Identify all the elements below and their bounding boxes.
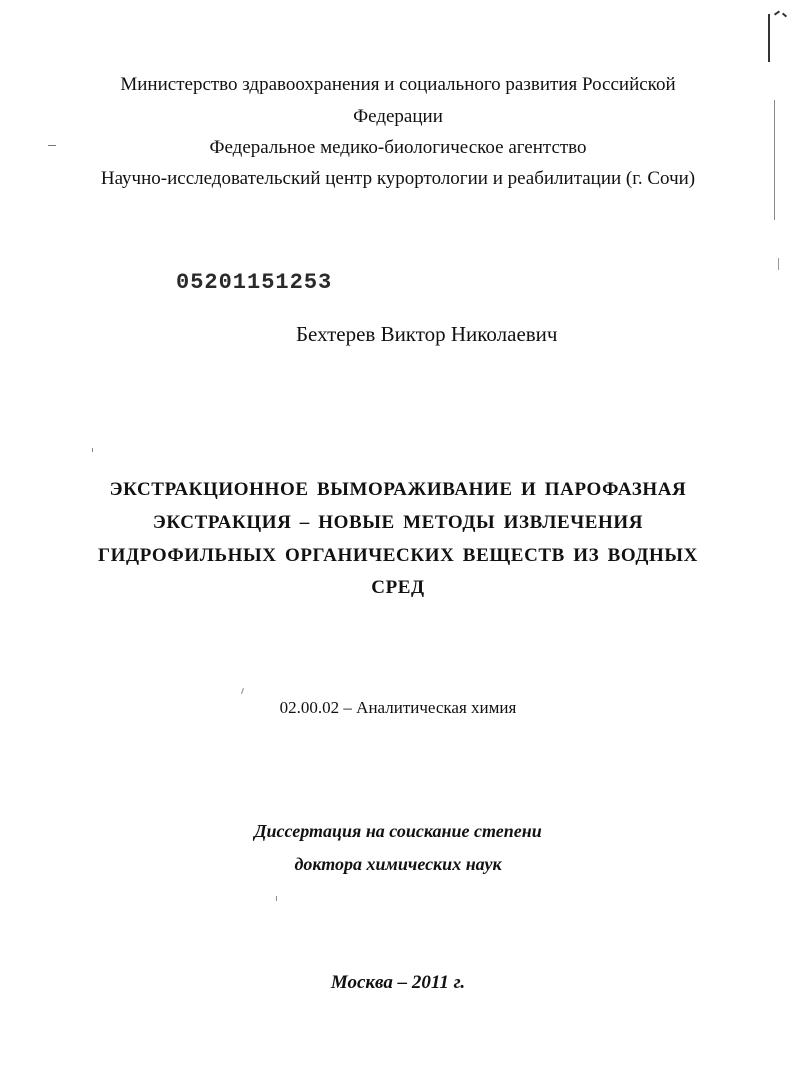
- title-line-3: ГИДРОФИЛЬНЫХ ОРГАНИЧЕСКИХ ВЕЩЕСТВ ИЗ ВОДНЫХ: [97, 545, 698, 566]
- scan-artifact: [48, 145, 56, 146]
- ministry-line-1: Министерство здравоохранения и социального развития Российской: [120, 74, 676, 95]
- scan-artifact: [778, 258, 779, 270]
- degree-line-1: Диссертация на соискание степени: [254, 821, 542, 841]
- institute-name: Научно-исследовательский центр курортологии и реабилитации (г. Сочи): [100, 168, 696, 189]
- title-line-1: ЭКСТРАКЦИОННОЕ ВЫМОРАЖИВАНИЕ И ПАРОФАЗНАЯ: [109, 479, 687, 500]
- scan-artifact: [774, 100, 775, 220]
- scan-artifact: [241, 688, 244, 694]
- scan-artifact: [92, 448, 93, 452]
- agency-name: Федеральное медико-биологическое агентство: [209, 137, 587, 158]
- scan-artifact: [782, 13, 787, 18]
- scan-artifact: [276, 896, 277, 901]
- scan-artifact: [768, 14, 770, 62]
- ministry-line-2: Федерации: [353, 106, 443, 127]
- scan-artifact: [774, 10, 780, 15]
- title-line-4: СРЕД: [371, 577, 425, 598]
- specialty: 02.00.02 – Аналитическая химия: [279, 698, 517, 717]
- place-year: Москва – 2011 г.: [330, 972, 466, 993]
- author-name: Бехтерев Виктор Николаевич: [296, 322, 558, 346]
- catalog-code: 05201151253: [176, 270, 333, 295]
- title-line-2: ЭКСТРАКЦИЯ – НОВЫЕ МЕТОДЫ ИЗВЛЕЧЕНИЯ: [152, 512, 644, 533]
- degree-line-2: доктора химических наук: [294, 854, 502, 874]
